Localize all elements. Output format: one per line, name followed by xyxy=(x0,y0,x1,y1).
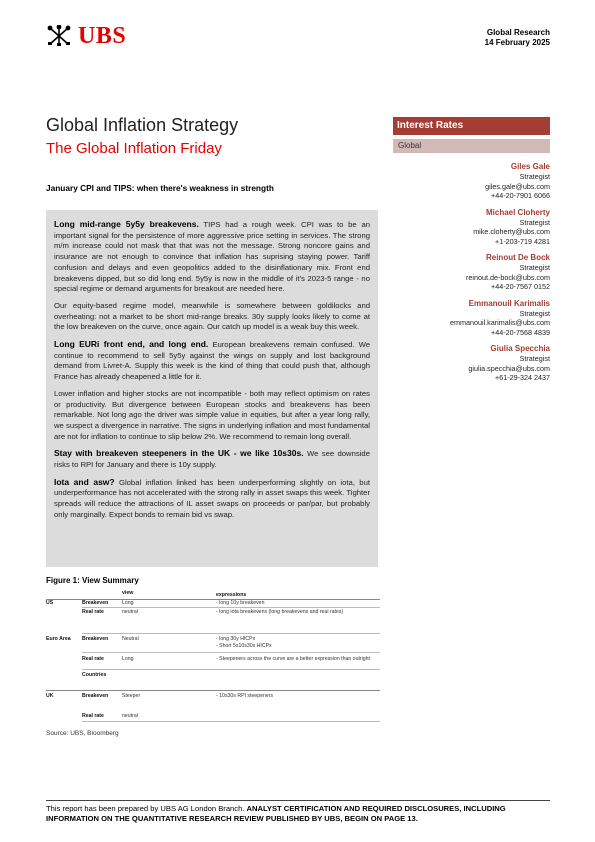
summary-paragraph: Lower inflation and higher stocks are not incompatible - both may reflect optimism on rates or productivity. But divergence between European stocks and breakevens has been remarkable. Not long ago the driver was simple value in equities, but after a year long rally, we suspect a divergence in narrative. The signs in underlying inflation and most fundamental are not for inflation to continue to slip below 2%. We recommend to remain long overall. xyxy=(54,388,370,441)
summary-paragraph xyxy=(54,477,370,521)
analyst-email[interactable]: giulia.specchia@ubs.com xyxy=(468,363,550,373)
paragraph-body: We see downside risks to RPI for January and there is 10y supply. xyxy=(54,449,370,470)
footer-divider xyxy=(46,800,550,801)
table-divider xyxy=(82,607,380,608)
column-header-view: view xyxy=(122,590,134,596)
expression-value: - 10s30s RPI steepeners xyxy=(216,693,274,699)
expression-value: - Steepeners across the curve are a better expression than outright xyxy=(216,656,370,662)
report-subtitle: The Global Inflation Friday xyxy=(46,140,222,157)
figure-title: Figure 1: View Summary xyxy=(46,576,139,585)
region-us: US xyxy=(46,600,54,606)
paragraph-body: Global inflation linked has been underperforming slightly on iota, but underperformance has not accelerated with the strong rally in asset swaps this week. Tighter spreads will reduce the attractions of IL asset swaps on proceeds or par/par, but probably only marginally. Expect bonds to remain bid vs swap. xyxy=(54,477,370,519)
row-label: Real rate xyxy=(82,656,104,662)
analyst-name: Emmanouil Karimalis xyxy=(468,298,550,308)
expression-value: - long 10y breakeven xyxy=(216,600,265,606)
row-label: Real rate xyxy=(82,713,104,719)
paragraph-heading: Long mid-range 5y5y breakevens. xyxy=(54,219,199,229)
analyst-name: Reinout De Bock xyxy=(485,253,550,262)
table-divider xyxy=(82,669,380,670)
paragraph-heading: Long EURi front end, and long end. xyxy=(54,339,209,350)
view-value: neutral xyxy=(122,609,138,615)
row-label: Breakeven xyxy=(82,693,109,699)
region-uk: UK xyxy=(46,693,54,699)
expression-value: - Short 5s10s30s HICPx xyxy=(216,643,272,649)
analyst-phone: +44-20-7901 6066 xyxy=(491,191,550,200)
figure-source: Source: UBS, Bloomberg xyxy=(46,730,119,737)
view-value: neutral xyxy=(122,713,138,719)
analyst-list xyxy=(380,161,550,389)
row-label: Countries xyxy=(82,672,107,678)
summary-box xyxy=(46,210,378,567)
disclosure-footer xyxy=(46,804,550,823)
region-euro-area: Euro Area xyxy=(46,636,71,642)
region-bar: Global xyxy=(393,139,550,153)
analyst-name: Michael Cloherty xyxy=(485,207,550,217)
expression-value: - long iota breakevens (long breakevens and real rates) xyxy=(216,609,344,615)
table-divider xyxy=(82,633,380,634)
analyst-phone: +61-29-324 2437 xyxy=(495,373,550,382)
paragraph-body: TIPS had a rough week. CPI was to be an important signal for the persistence of more aggressive price setting in services. The strong m/m increase could not mask that that was not the message. Strong noncore gains and insurance are not enough to convince that inflation has suprising staying power. Tariff confusion and delays and even geopolitics added to the disinflationary mix. Front end breakevens dipped, but so did long end. 5y5y is now in the middle of it's 2023-5 range - no special regime or demand arguments for breakout are needed here. xyxy=(54,220,370,294)
logo-wordmark: UBS xyxy=(78,23,127,49)
report-meta xyxy=(485,28,550,48)
report-tagline: January CPI and TIPS: when there's weakness in strength xyxy=(46,183,274,193)
footer-disclosure: ANALYST CERTIFICATION AND REQUIRED DISCLOSURES, INCLUDING INFORMATION ON THE QUANTITATIVE RESEARCH REVIEW PUBLISHED BY UBS, BEGIN ON PAGE 13. xyxy=(46,804,506,823)
analyst-name: Giles Gale xyxy=(510,162,550,171)
analyst-role: Strategist xyxy=(519,263,550,272)
paragraph-body: European breakevens remain confused. We continue to recommend to sell 5y5y against the wings on supply and lost background demand from Livret-A. Supply this week is the kind of thing that could push that, although France has already cheapened a little for it. xyxy=(54,340,370,382)
paragraph-heading: Iota and asw? xyxy=(54,476,115,487)
summary-paragraph xyxy=(54,448,370,470)
analyst-card xyxy=(380,207,550,247)
expression-value: - long 30y HICPx xyxy=(216,636,256,642)
keys-icon xyxy=(46,25,72,47)
analyst-role: Strategist xyxy=(519,217,550,227)
table-divider xyxy=(82,652,380,653)
summary-paragraph xyxy=(54,339,370,383)
analyst-phone: +1-203-719 4281 xyxy=(495,236,550,246)
analyst-card xyxy=(380,161,550,201)
view-summary-table xyxy=(46,590,380,725)
column-header-expressions: expressions xyxy=(216,592,247,598)
summary-paragraph: Our equity-based regime model, meanwhile is somewhere between goldilocks and overheating: not a market to be short mid-range breaks. 30y supply looks likely to come at the low breakeven on the curve, once again. Our catch up model is a weak buy this week. xyxy=(54,300,370,332)
analyst-email[interactable]: mike.cloherty@ubs.com xyxy=(473,227,550,236)
row-label: Breakeven xyxy=(82,600,109,606)
analyst-email[interactable]: giles.gale@ubs.com xyxy=(485,181,550,191)
analyst-name: Giulia Specchia xyxy=(490,344,550,353)
research-section: Global Research xyxy=(486,28,550,37)
row-label: Breakeven xyxy=(82,636,109,642)
analyst-card xyxy=(380,252,550,292)
view-value: Steeper xyxy=(122,693,141,699)
ubs-logo xyxy=(46,25,126,47)
analyst-card xyxy=(380,343,550,383)
category-bar: Interest Rates xyxy=(393,117,550,135)
report-date: 14 February 2025 xyxy=(484,38,550,47)
footer-lead: This report has been prepared by UBS AG London Branch. xyxy=(46,804,247,813)
view-value: Neutral xyxy=(122,636,139,642)
analyst-phone: +44-20-7568 4839 xyxy=(491,327,550,337)
analyst-role: Strategist xyxy=(519,172,550,181)
analyst-role: Strategist xyxy=(519,354,550,363)
summary-text xyxy=(54,219,370,527)
table-divider xyxy=(82,721,380,722)
summary-paragraph xyxy=(54,219,370,295)
analyst-email[interactable]: emmanouil.karimalis@ubs.com xyxy=(450,318,550,327)
report-title: Global Inflation Strategy xyxy=(46,115,239,135)
analyst-email[interactable]: reinout.de-bock@ubs.com xyxy=(465,272,550,282)
view-value: Long xyxy=(122,656,134,662)
row-label: Real rate xyxy=(82,609,104,615)
view-value: Long xyxy=(122,600,134,606)
analyst-phone: +44-20-7567 0152 xyxy=(491,282,550,291)
table-divider xyxy=(46,690,380,691)
paragraph-heading: Stay with breakeven steepeners in the UK - we like 10s30s. xyxy=(54,448,304,459)
analyst-card xyxy=(380,298,550,338)
analyst-role: Strategist xyxy=(519,308,550,318)
